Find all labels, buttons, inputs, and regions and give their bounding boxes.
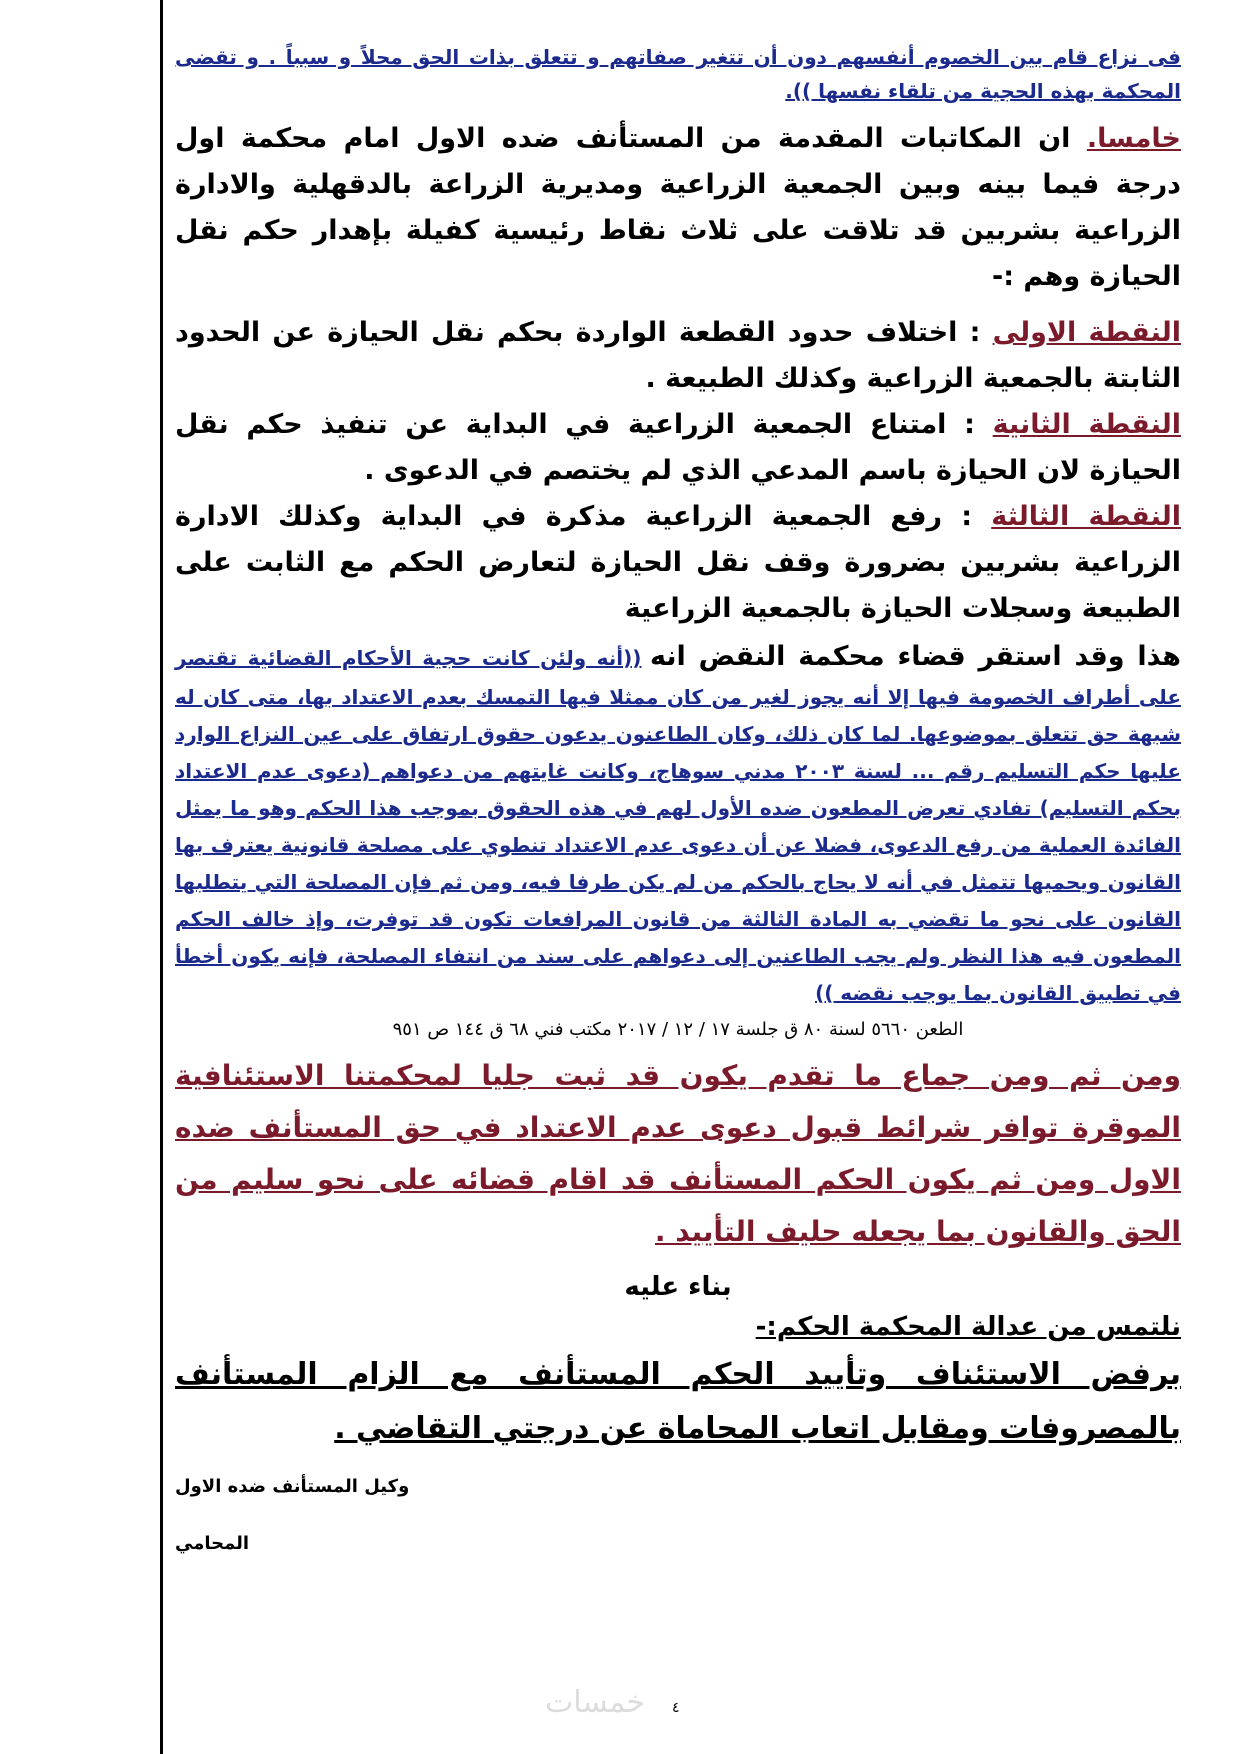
quote-top: فى نزاع قام بين الخصوم أنفسهم دون أن تتغير صفاتهم و تتعلق بذات الحق محلاً و سبباً . و تقضى المحكمة بهذه الحجية من تلقاء نفسها )). [175, 45, 1181, 103]
page-left-border [160, 0, 163, 1754]
watermark-logo: خمسات [545, 1685, 646, 1720]
point-1-label: النقطة الاولى [992, 317, 1182, 348]
section-fifth [175, 116, 1181, 300]
section-fifth-text: ان المكاتبات المقدمة من المستأنف ضده الاول امام محكمة اول درجة فيما بينه وبين الجمعية الزراعية ومديرية الزراعة بالدقهلية والادارة الزراعية بشربين قد تلاقت على ثلاث نقاط رئيسية كفيلة بإهدار حكم نقل الحيازة وهم :- [175, 123, 1181, 292]
point-1 [175, 310, 1181, 402]
request-body: برفض الاستئناف وتأييد الحكم المستأنف مع الزام المستأنف بالمصروفات ومقابل اتعاب المحاماة عن درجتي التقاضي . [175, 1357, 1181, 1446]
point-2 [175, 402, 1181, 494]
point-3-text: : رفع الجمعية الزراعية مذكرة في البداية وكذلك الادارة الزراعية بشربين بضرورة وقف نقل الحيازة لتعارض الحكم مع الثابت على الطبيعة وسجلات الحيازة بالجمعية الزراعية [175, 501, 1181, 624]
therefore-heading: بناء عليه [624, 1272, 732, 1302]
point-1-text: : اختلاف حدود القطعة الواردة بحكم نقل الحيازة عن الحدود الثابتة بالجمعية الزراعية وكذلك الطبيعة . [175, 317, 1181, 394]
ruling-citation: الطعن ٥٦٦٠ لسنة ٨٠ ق جلسة ١٧ / ١٢ / ٢٠١٧ مكتب فني ٦٨ ق ١٤٤ ص ٩٥١ [392, 1019, 964, 1040]
point-3-label: النقطة الثالثة [991, 501, 1181, 532]
cassation-intro: هذا وقد استقر قضاء محكمة النقض انه [650, 641, 1181, 672]
cassation-quote: ((أنه ولئن كانت حجية الأحكام القضائية تقتصر على أطراف الخصومة فيها إلا أنه يجوز لغير من كان ممثلا فيها التمسك بعدم الاعتداد بها، متى كان له شبهة حق تتعلق بموضوعها. لما كان ذلك، وكان الطاعنون يدعون حقوق ارتفاق على عين النزاع الوارد عليها حكم التسليم رقم ... لسنة ٢٠٠٣ مدني سوهاج، وكانت غايتهم من دعواهم (دعوى عدم الاعتداد بحكم التسليم) تفادي تعرض المطعون ضده الأول لهم في هذه الحقوق بموجب هذا الحكم وهو ما يمثل الفائدة العملية من رفع الدعوى، فضلا عن أن دعوى عدم الاعتداد تنطوي على مصلحة قانونية يعترف بها القانون ويحميها تتمثل في أنه لا يحاج بالحكم من لم يكن طرفا فيه، ومن ثم فإن المصلحة التي يتطلبها القانون على نحو ما تقضي به المادة الثالثة من قانون المرافعات تكون قد توفرت، وإذ خالف الحكم المطعون فيه هذا النظر ولم يجب الطاعنين إلى دعواهم على سند من انتفاء المصلحة، فإنه يكون أخطأ في تطبيق القانون بما يوجب نقضه )) [175, 646, 1182, 1005]
signature-title: المحامي [175, 1533, 250, 1554]
point-2-text: : امتناع الجمعية الزراعية في البداية عن تنفيذ حكم نقل الحيازة لان الحيازة باسم المدعي الذي لم يختصم في الدعوى . [175, 409, 1181, 486]
page-number: ٤ [672, 1700, 680, 1716]
request-title: نلتمس من عدالة المحكمة الحكم:- [755, 1312, 1181, 1342]
section-fifth-label: خامسا. [1086, 123, 1182, 154]
conclusion-paragraph: ومن ثم ومن جماع ما تقدم يكون قد ثبت جليا لمحكمتنا الاستئنافية الموقرة توافر شرائط قبول دعوى عدم الاعتداد في حق المستأنف ضده الاول ومن ثم يكون الحكم المستأنف قد اقام قضائه على نحو سليم من الحق والقانون بما يجعله حليف التأييد . [175, 1059, 1181, 1248]
signature-role: وكيل المستأنف ضده الاول [175, 1476, 410, 1497]
document-body [175, 40, 1181, 1554]
cassation-paragraph [175, 634, 1181, 1013]
point-2-label: النقطة الثانية [992, 409, 1181, 440]
point-3 [175, 494, 1181, 632]
